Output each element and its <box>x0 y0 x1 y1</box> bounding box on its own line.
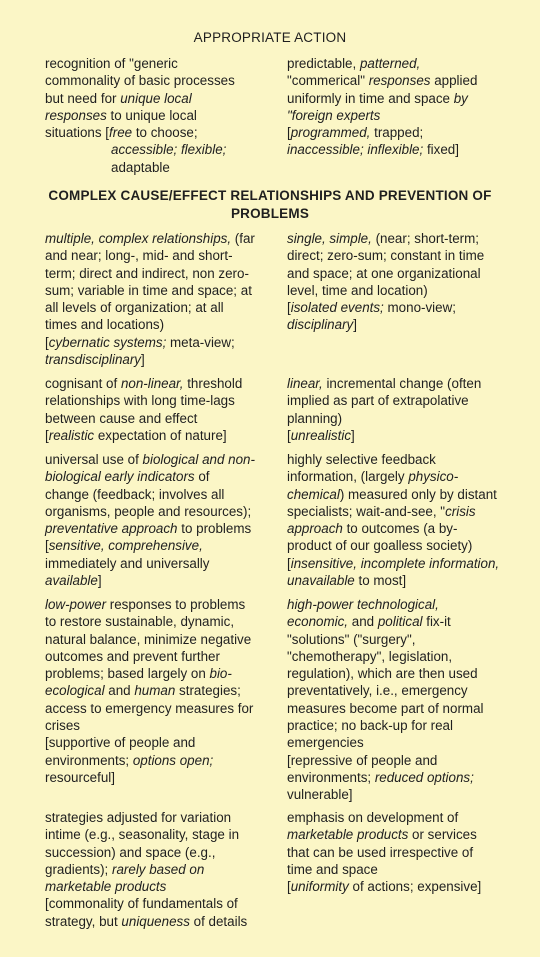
text-segment: but need for <box>45 90 121 106</box>
text-line <box>45 520 273 537</box>
text-segment: "chemotherapy", legislation, <box>287 648 453 664</box>
text-line <box>287 631 515 648</box>
text-segment: fix-it <box>422 614 451 630</box>
text-line <box>45 230 273 247</box>
text-line <box>45 90 273 107</box>
text-segment: trapped; <box>370 125 424 141</box>
text-segment: or services <box>408 827 477 843</box>
text-line <box>45 752 273 769</box>
text-segment: [ <box>45 538 49 554</box>
italic-text: bio- <box>209 666 232 682</box>
italic-text: options open; <box>132 752 214 768</box>
text-segment: to outcomes (a by- <box>342 521 458 537</box>
text-segment: [ <box>287 125 291 141</box>
text-segment: term; direct and indirect, non zero- <box>45 265 249 281</box>
text-segment: crises <box>45 718 80 734</box>
text-segment: sum; variable in time and space; at <box>45 282 252 298</box>
text-segment: ] <box>351 427 355 443</box>
text-segment: uniformly in time and space <box>287 90 454 106</box>
italic-text: approach <box>287 521 343 537</box>
text-line <box>287 613 515 630</box>
italic-text: human <box>134 683 176 699</box>
text-segment: (far <box>231 231 255 246</box>
italic-text: insensitive, incomplete information, <box>290 555 500 571</box>
italic-text: cybernatic systems; <box>48 334 167 350</box>
text-line <box>287 769 515 786</box>
page-bottom-edge <box>0 930 540 957</box>
text-line <box>287 520 515 537</box>
text-segment: outcomes and prevent further <box>45 648 220 664</box>
italic-text: isolated events; <box>290 300 384 316</box>
text-segment: natural balance, minimize negative <box>45 631 252 647</box>
italic-text: political <box>377 614 423 630</box>
text-line <box>45 861 273 878</box>
text-line <box>45 878 273 895</box>
text-line <box>287 486 515 503</box>
text-line <box>287 265 515 282</box>
text-line <box>45 486 273 503</box>
text-segment: commonality of basic processes <box>45 73 235 89</box>
text-line <box>45 265 273 282</box>
italic-text: unavailable <box>287 573 355 589</box>
italic-text: available <box>45 573 98 589</box>
text-line <box>45 572 273 589</box>
text-segment: access to emergency measures for <box>45 700 254 716</box>
text-segment: applied <box>430 73 478 89</box>
text-segment: fixed] <box>423 142 459 158</box>
text-line <box>45 665 273 682</box>
text-segment: relationships with long time-lags <box>45 393 235 409</box>
text-line <box>287 555 515 572</box>
text-line <box>287 503 515 520</box>
text-segment: responses to problems <box>106 597 246 612</box>
text-line <box>45 351 273 368</box>
italic-text: unrealistic <box>290 427 352 443</box>
text-line <box>45 913 273 930</box>
text-segment: of <box>194 469 210 485</box>
text-line <box>287 596 515 613</box>
italic-text: uniqueness <box>121 913 190 929</box>
text-segment: specialists; wait-and-see, " <box>287 503 446 519</box>
text-line <box>45 826 273 843</box>
text-line <box>287 299 515 316</box>
text-line <box>45 648 273 665</box>
text-segment: [ <box>287 555 291 571</box>
text-line <box>287 700 515 717</box>
text-segment: (near; short-term; <box>371 231 479 246</box>
text-line <box>45 410 273 427</box>
row3-right-text <box>287 451 515 589</box>
text-segment: planning) <box>287 410 343 426</box>
text-segment: all levels of organization; at all <box>45 300 224 316</box>
text-segment: expectation of nature] <box>94 427 227 443</box>
text-segment: level, time and location) <box>287 282 428 298</box>
text-segment: "solutions" ("surgery", <box>287 631 416 647</box>
italic-text: physico- <box>408 469 459 485</box>
text-line <box>287 734 515 751</box>
text-segment: environments; <box>287 769 375 785</box>
text-line <box>287 826 515 843</box>
text-segment: to most] <box>354 573 407 589</box>
text-line <box>287 844 515 861</box>
text-line <box>45 55 273 72</box>
text-line <box>287 410 515 427</box>
text-segment: emphasis on development of <box>287 810 459 825</box>
text-line <box>45 282 273 299</box>
text-line <box>45 537 273 554</box>
text-line <box>45 809 273 826</box>
text-segment: emergencies <box>287 735 364 751</box>
text-segment: implied as part of extrapolative <box>287 393 469 409</box>
text-line <box>45 159 273 176</box>
text-segment: preventatively, i.e., emergency <box>287 683 468 699</box>
text-line <box>45 468 273 485</box>
text-segment: meta-view; <box>166 334 235 350</box>
italic-text: multiple, complex relationships, <box>45 231 232 246</box>
text-segment: that can be used irrespective of <box>287 844 474 860</box>
text-line <box>287 648 515 665</box>
italic-text: single, simple, <box>287 231 372 246</box>
text-segment: ] <box>353 317 357 333</box>
italic-text: realistic <box>48 427 95 443</box>
text-line <box>45 451 273 468</box>
italic-text: sensitive, comprehensive, <box>48 538 203 554</box>
text-line <box>287 72 515 89</box>
italic-text: ecological <box>45 683 105 699</box>
text-segment: and <box>104 683 135 699</box>
text-segment: [ <box>45 427 49 443</box>
text-segment: times and locations) <box>45 317 165 333</box>
text-segment: [ <box>45 334 49 350</box>
text-line <box>287 572 515 589</box>
italic-text: linear, <box>287 376 323 391</box>
italic-text: low-power <box>45 597 107 612</box>
text-segment: environments; <box>45 752 133 768</box>
text-line <box>287 90 515 107</box>
text-segment: succession) and space (e.g., <box>45 844 216 860</box>
text-line <box>287 861 515 878</box>
text-segment: immediately and universally <box>45 555 210 571</box>
text-line <box>287 878 515 895</box>
row3-left-text <box>45 451 273 589</box>
text-segment: situations [ <box>45 125 110 141</box>
text-line <box>45 769 273 786</box>
text-segment: of actions; expensive] <box>348 879 482 895</box>
italic-text: free <box>109 125 133 141</box>
text-line <box>287 392 515 409</box>
text-segment: predictable, <box>287 56 360 71</box>
text-line <box>287 282 515 299</box>
italic-text: by <box>453 90 468 106</box>
text-segment: incremental change (often <box>322 376 482 391</box>
italic-text: marketable products <box>287 827 409 843</box>
text-line <box>287 141 515 158</box>
text-segment: adaptable <box>111 159 170 175</box>
text-line <box>45 613 273 630</box>
italic-text: responses <box>45 107 107 123</box>
row2-right-text <box>287 375 515 444</box>
text-segment: threshold <box>183 376 243 391</box>
row1-right-text <box>287 230 515 334</box>
text-line <box>45 427 273 444</box>
italic-text: disciplinary <box>287 317 354 333</box>
italic-text: uniformity <box>290 879 349 895</box>
text-segment: of details <box>189 913 248 929</box>
section-heading-cause-effect: COMPLEX CAUSE/EFFECT RELATIONSHIPS AND PREVENTION OF PROBLEMS <box>48 188 492 221</box>
text-line <box>45 895 273 912</box>
text-line <box>287 107 515 124</box>
italic-text: marketable products <box>45 879 167 895</box>
text-segment: and space; at one organizational <box>287 265 481 281</box>
text-line <box>45 717 273 734</box>
text-segment: [supportive of people and <box>45 735 196 751</box>
italic-text: economic, <box>287 614 349 630</box>
text-segment: [ <box>287 300 291 316</box>
text-line <box>287 124 515 141</box>
text-line <box>287 451 515 468</box>
text-segment: [commonality of fundamentals of <box>45 896 238 912</box>
text-segment: cognisant of <box>45 376 121 391</box>
text-segment: regulation), which are then used <box>287 666 478 682</box>
text-line <box>45 503 273 520</box>
text-line <box>287 55 515 72</box>
text-line <box>287 427 515 444</box>
italic-text: programmed, <box>290 125 371 141</box>
italic-text: transdisciplinary <box>45 352 142 368</box>
text-line <box>45 316 273 333</box>
italic-text: rarely based on <box>112 861 205 877</box>
text-line <box>45 375 273 392</box>
row2-left-text <box>45 375 273 444</box>
italic-text: crisis <box>445 503 476 519</box>
text-segment: ] <box>97 573 102 589</box>
text-segment: and <box>348 614 378 630</box>
text-segment: resourceful] <box>45 769 115 785</box>
italic-text: biological and non- <box>142 452 255 467</box>
text-segment: practice; no back-up for real <box>287 718 453 734</box>
text-line <box>45 392 273 409</box>
italic-text: chemical <box>287 486 340 502</box>
row5-left-text <box>45 809 273 947</box>
italic-text: "foreign experts <box>287 107 381 123</box>
italic-text: biological early indicators <box>45 469 195 485</box>
text-segment: gradients); <box>45 861 112 877</box>
italic-text: unique local <box>120 90 192 106</box>
row5-right-text <box>287 809 515 895</box>
action-right-text <box>287 55 515 159</box>
text-line <box>287 537 515 554</box>
text-segment: [ <box>287 879 291 895</box>
text-segment: change (feedback; involves all <box>45 486 225 502</box>
italic-text: non-linear, <box>120 376 184 391</box>
text-segment: to problems <box>177 521 252 537</box>
text-line <box>45 682 273 699</box>
text-line <box>287 717 515 734</box>
text-line <box>45 72 273 89</box>
text-line <box>45 700 273 717</box>
text-segment: strategies; <box>175 683 241 699</box>
text-line <box>287 230 515 247</box>
text-segment: to unique local <box>106 107 197 123</box>
italic-text: high-power technological, <box>287 597 439 612</box>
text-line <box>287 809 515 826</box>
text-line <box>45 299 273 316</box>
text-line <box>287 247 515 264</box>
text-segment: between cause and effect <box>45 410 198 426</box>
text-segment: ) measured only by distant <box>339 486 497 502</box>
text-segment: strategies adjusted for variation <box>45 810 232 825</box>
text-segment: organisms, people and resources); <box>45 503 252 519</box>
text-line <box>45 124 273 141</box>
text-segment: to restore sustainable, dynamic, <box>45 614 235 630</box>
text-segment: [repressive of people and <box>287 752 438 768</box>
text-segment: product of our goalless society) <box>287 538 473 554</box>
text-line <box>287 468 515 485</box>
text-line <box>287 752 515 769</box>
text-line <box>45 141 273 158</box>
text-segment: time and space <box>287 861 378 877</box>
text-line <box>45 844 273 861</box>
row1-left-text <box>45 230 273 368</box>
row4-left-text <box>45 596 273 786</box>
text-segment: [ <box>287 427 291 443</box>
text-line <box>45 596 273 613</box>
italic-text: inaccessible; inflexible; <box>287 142 424 158</box>
text-segment: ] <box>141 352 145 368</box>
text-line <box>287 375 515 392</box>
text-segment: measures become part of normal <box>287 700 484 716</box>
text-segment: information, (largely <box>287 469 409 485</box>
text-segment: to choose; <box>132 125 198 141</box>
row4-right-text <box>287 596 515 804</box>
italic-text: responses <box>368 73 431 89</box>
italic-text: patterned, <box>359 56 421 71</box>
text-line <box>287 786 515 803</box>
text-segment: intime (e.g., seasonality, stage in <box>45 827 240 843</box>
text-segment: recognition of "generic <box>45 56 178 71</box>
text-segment: and near; long-, mid- and short- <box>45 248 233 264</box>
text-line <box>45 734 273 751</box>
text-line <box>45 555 273 572</box>
text-line <box>45 334 273 351</box>
text-segment: problems; based largely on <box>45 666 210 682</box>
text-segment: mono-view; <box>383 300 456 316</box>
text-line <box>45 631 273 648</box>
text-segment: universal use of <box>45 452 143 467</box>
text-segment: strategy, but <box>45 913 122 929</box>
text-line <box>287 665 515 682</box>
italic-text: accessible; flexible; <box>111 142 227 158</box>
text-segment: vulnerable] <box>287 787 353 803</box>
italic-text: preventative approach <box>45 521 178 537</box>
text-line <box>287 316 515 333</box>
italic-text: reduced options; <box>374 769 474 785</box>
text-segment: "commerical" <box>287 73 369 89</box>
text-line <box>287 682 515 699</box>
text-line <box>45 107 273 124</box>
text-segment: highly selective feedback <box>287 452 436 467</box>
section-heading-appropriate-action: APPROPRIATE ACTION <box>193 30 347 45</box>
action-left-text <box>45 55 273 176</box>
text-segment: direct; zero-sum; constant in time <box>287 248 485 264</box>
text-line <box>45 247 273 264</box>
